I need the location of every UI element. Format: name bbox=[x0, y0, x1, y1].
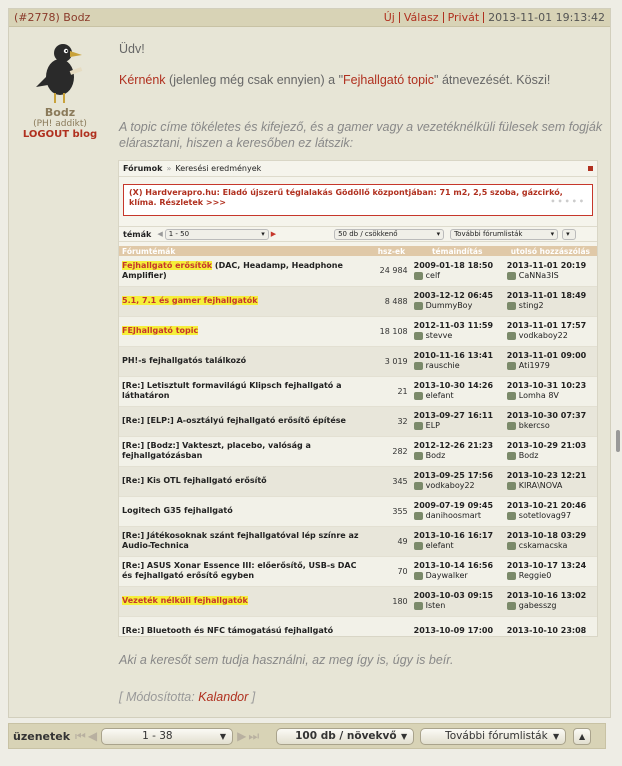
more-forums-select[interactable] bbox=[420, 728, 566, 745]
start-user[interactable]: Bodz bbox=[425, 451, 446, 460]
last-cell bbox=[504, 466, 597, 496]
start-cell bbox=[411, 526, 504, 556]
last-cell bbox=[504, 406, 597, 436]
post-count: 70 bbox=[372, 556, 410, 586]
topic-cell[interactable] bbox=[119, 346, 372, 376]
table-row[interactable] bbox=[119, 256, 597, 286]
last-user[interactable]: Ati1979 bbox=[518, 361, 550, 370]
user-avatar-icon bbox=[507, 542, 516, 550]
last-page-icon[interactable]: ⏭ bbox=[248, 728, 260, 743]
shot-topic-table bbox=[119, 246, 597, 637]
shot-breadcrumb bbox=[119, 161, 597, 177]
start-cell bbox=[411, 436, 504, 466]
last-user[interactable]: vodkaboy22 bbox=[518, 331, 568, 340]
topic-cell[interactable] bbox=[119, 556, 372, 586]
start-date: 2013-10-30 14:26 bbox=[413, 381, 494, 390]
col-topics: Fórumtémák bbox=[119, 246, 372, 256]
start-user[interactable]: elefant bbox=[425, 541, 454, 550]
post-username[interactable]: Bodz bbox=[63, 11, 91, 24]
shot-crumb-forums: Fórumok bbox=[123, 164, 163, 173]
modified-note bbox=[119, 690, 255, 704]
user-avatar-icon bbox=[414, 482, 423, 490]
user-avatar-icon bbox=[414, 602, 423, 610]
post-actions bbox=[380, 11, 605, 24]
table-row[interactable] bbox=[119, 406, 597, 436]
messages-label: üzenetek bbox=[13, 729, 71, 743]
last-date: 2013-10-18 03:29 bbox=[506, 531, 587, 540]
closing-text: Aki a keresőt sem tudja használni, az meg így is, úgy is beír. bbox=[119, 653, 454, 667]
post-header bbox=[9, 9, 610, 27]
last-cell bbox=[504, 256, 597, 286]
start-date: 2013-10-09 17:00 bbox=[413, 626, 494, 635]
last-date: 2013-10-29 21:03 bbox=[506, 441, 587, 450]
shot-perpage-value: 50 db / csökkenő bbox=[338, 230, 398, 238]
prev-arrow-icon: ◀ bbox=[157, 230, 163, 238]
start-cell bbox=[411, 376, 504, 406]
new-link[interactable]: Új bbox=[380, 12, 400, 23]
topic-title[interactable]: (DAC, Headamp, Headphone Amplifier) bbox=[122, 260, 343, 280]
topic-title[interactable]: [Re:] [ELP:] A-osztályú fejhallgató erősítő építése bbox=[122, 416, 346, 425]
user-avatar-icon bbox=[507, 332, 516, 340]
start-user[interactable]: Isten bbox=[425, 601, 446, 610]
table-row[interactable] bbox=[119, 316, 597, 346]
last-user[interactable]: Reggie0 bbox=[518, 571, 552, 580]
table-row[interactable] bbox=[119, 436, 597, 466]
topic-cell[interactable] bbox=[119, 256, 372, 286]
shot-rows bbox=[119, 256, 597, 637]
last-user[interactable]: sotetlovag97 bbox=[518, 511, 572, 520]
user-avatar-icon bbox=[414, 392, 423, 400]
start-user[interactable]: danihoosmart bbox=[425, 511, 482, 520]
topic-highlight[interactable]: FEJhallgató topic bbox=[122, 326, 199, 335]
crow-avatar-icon[interactable] bbox=[30, 35, 90, 105]
start-date: 2013-10-14 16:56 bbox=[413, 561, 494, 570]
table-row[interactable] bbox=[119, 556, 597, 586]
col-started: témaindítás bbox=[411, 246, 504, 256]
last-date: 2013-11-01 09:00 bbox=[506, 351, 587, 360]
start-user[interactable]: Daywalker bbox=[425, 571, 468, 580]
table-row[interactable] bbox=[119, 526, 597, 556]
topic-cell[interactable] bbox=[119, 466, 372, 496]
table-row[interactable] bbox=[119, 346, 597, 376]
start-date: 2009-07-19 09:45 bbox=[413, 501, 494, 510]
start-cell bbox=[411, 286, 504, 316]
topic-cell[interactable] bbox=[119, 616, 372, 637]
page-range-value: 1 - 38 bbox=[142, 730, 173, 742]
user-avatar-icon bbox=[507, 302, 516, 310]
post-date: 2013-11-01 19:13:42 bbox=[488, 11, 605, 24]
start-date: 2012-12-26 21:23 bbox=[413, 441, 494, 450]
shot-toolbar bbox=[119, 226, 597, 242]
topic-highlight[interactable]: 5.1, 7.1 és gamer fejhallgatók bbox=[122, 296, 258, 305]
last-cell bbox=[504, 316, 597, 346]
post-count bbox=[372, 616, 410, 637]
scrollbar-thumb[interactable] bbox=[616, 430, 620, 452]
post-count: 355 bbox=[372, 496, 410, 526]
shot-ad-box bbox=[123, 184, 593, 216]
request-mid: (jelenleg még csak ennyien) a " bbox=[165, 73, 344, 87]
start-date: 2013-10-16 16:17 bbox=[413, 531, 494, 540]
request-topic-link[interactable]: Fejhallgató topic bbox=[343, 73, 435, 87]
topic-title[interactable]: PH!-s fejhallgatós találkozó bbox=[122, 356, 247, 365]
start-date: 2013-09-25 17:56 bbox=[413, 471, 494, 480]
perpage-value: 100 db / növekvő bbox=[295, 730, 397, 742]
topic-cell[interactable] bbox=[119, 526, 372, 556]
user-avatar-icon bbox=[507, 422, 516, 430]
post-count: 345 bbox=[372, 466, 410, 496]
post-count: 32 bbox=[372, 406, 410, 436]
topic-highlight[interactable]: Vezeték nélküli fejhallgatók bbox=[122, 596, 248, 605]
table-row[interactable] bbox=[119, 616, 597, 637]
start-date: 2010-11-16 13:41 bbox=[413, 351, 494, 360]
author-blog-link[interactable]: LOGOUT blog bbox=[22, 129, 98, 140]
last-date: 2013-10-17 13:24 bbox=[506, 561, 587, 570]
last-cell bbox=[504, 526, 597, 556]
last-date: 2013-10-31 10:23 bbox=[506, 381, 587, 390]
embedded-screenshot bbox=[118, 160, 598, 637]
topic-title[interactable]: [Re:] Kis OTL fejhallgató erősítő bbox=[122, 476, 267, 485]
more-forums-value: További fórumlisták bbox=[445, 730, 548, 742]
last-user[interactable]: cskamacska bbox=[518, 541, 568, 550]
chevron-up-icon: ▲ bbox=[579, 731, 586, 741]
user-avatar-icon bbox=[414, 452, 423, 460]
topic-title[interactable]: [Re:] Bluetooth és NFC támogatású fejhallgató bbox=[122, 626, 334, 635]
last-cell bbox=[504, 346, 597, 376]
last-cell bbox=[504, 496, 597, 526]
last-date: 2013-10-23 12:21 bbox=[506, 471, 587, 480]
chevron-right-icon: » bbox=[166, 164, 172, 173]
chevron-down-icon: ▼ bbox=[400, 731, 408, 741]
mod-user-link[interactable]: Kalandor bbox=[198, 690, 249, 704]
last-cell bbox=[504, 616, 597, 637]
last-cell bbox=[504, 556, 597, 586]
user-avatar-icon bbox=[507, 392, 516, 400]
topic-title[interactable]: [Re:] ASUS Xonar Essence III: előerősítő, USB-s DAC és fejhallgató erősítő egyben bbox=[122, 561, 357, 580]
table-row[interactable] bbox=[119, 466, 597, 496]
post-id[interactable] bbox=[14, 11, 90, 24]
user-avatar-icon bbox=[507, 602, 516, 610]
dropdown-icon: ▾ bbox=[566, 230, 570, 238]
last-cell bbox=[504, 586, 597, 616]
last-cell bbox=[504, 436, 597, 466]
start-cell bbox=[411, 556, 504, 586]
start-cell bbox=[411, 586, 504, 616]
prev-page-icon[interactable]: ◀ bbox=[87, 729, 98, 743]
scroll-up-button[interactable] bbox=[573, 728, 591, 745]
shot-range-select bbox=[165, 229, 269, 240]
post-count: 49 bbox=[372, 526, 410, 556]
last-user[interactable]: KIRA\NOVA bbox=[518, 481, 563, 490]
author-name[interactable]: Bodz bbox=[44, 106, 76, 119]
chevron-down-icon: ▼ bbox=[219, 731, 227, 741]
last-user[interactable]: Bodz bbox=[518, 451, 539, 460]
last-date: 2013-11-01 18:49 bbox=[506, 291, 587, 300]
shot-more-value: További fórumlisták bbox=[454, 230, 523, 238]
start-cell bbox=[411, 466, 504, 496]
post-count: 18 108 bbox=[372, 316, 410, 346]
post-count: 282 bbox=[372, 436, 410, 466]
last-cell bbox=[504, 376, 597, 406]
shot-crumb-results: Keresési eredmények bbox=[175, 164, 262, 173]
author-rank: (PH! addikt) bbox=[33, 119, 87, 129]
chevron-down-icon: ▼ bbox=[552, 731, 560, 741]
topic-cell[interactable] bbox=[119, 586, 372, 616]
start-cell bbox=[411, 256, 504, 286]
last-date: 2013-10-16 13:02 bbox=[506, 591, 587, 600]
dropdown-icon: ▾ bbox=[261, 230, 265, 238]
mod-suffix: ] bbox=[248, 690, 256, 704]
start-user[interactable]: celf bbox=[425, 270, 440, 280]
post-count: 3 019 bbox=[372, 346, 410, 376]
last-user[interactable]: bkercso bbox=[518, 421, 550, 430]
dropdown-icon: ▾ bbox=[436, 230, 441, 238]
table-row[interactable] bbox=[119, 286, 597, 316]
table-row[interactable] bbox=[119, 496, 597, 526]
next-arrow-icon: ▶ bbox=[270, 230, 277, 238]
start-cell bbox=[411, 346, 504, 376]
last-cell bbox=[504, 286, 597, 316]
start-date: 2012-11-03 11:59 bbox=[413, 321, 494, 330]
user-avatar-icon bbox=[414, 272, 423, 280]
start-date: 2009-01-18 18:50 bbox=[413, 260, 494, 270]
start-user[interactable]: rauschie bbox=[425, 361, 460, 370]
last-user[interactable]: Lomha 8V bbox=[518, 391, 559, 400]
topic-cell[interactable] bbox=[119, 436, 372, 466]
shot-up-button bbox=[562, 229, 576, 240]
request-text bbox=[119, 73, 550, 87]
user-avatar-icon bbox=[507, 362, 516, 370]
first-page-icon[interactable]: ⏮ bbox=[75, 728, 86, 743]
start-cell bbox=[411, 316, 504, 346]
post-count: 180 bbox=[372, 586, 410, 616]
start-cell bbox=[411, 406, 504, 436]
start-user[interactable]: stevve bbox=[425, 331, 453, 340]
mod-prefix: [ Módosította: bbox=[119, 690, 199, 704]
start-user[interactable]: ELP bbox=[425, 421, 440, 430]
table-row[interactable] bbox=[119, 376, 597, 406]
table-row[interactable] bbox=[119, 586, 597, 616]
bottom-navbar bbox=[8, 723, 606, 749]
private-link[interactable]: Privát bbox=[444, 12, 485, 23]
close-square-icon bbox=[588, 166, 593, 171]
post-count: 8 488 bbox=[372, 286, 410, 316]
last-user[interactable]: CaNNa3IS bbox=[518, 270, 559, 280]
user-avatar-icon bbox=[414, 512, 423, 520]
page-range-select[interactable] bbox=[101, 728, 233, 745]
italic-text: A topic címe tökéletes és kifejező, és a gamer vagy a vezetéknélküli fülesek sem fogják elárasztani, hiszen a keresőben ez látszik: bbox=[119, 120, 603, 150]
greeting-text: Üdv! bbox=[119, 42, 145, 56]
user-avatar-icon bbox=[414, 362, 423, 370]
shot-topics-label: témák bbox=[123, 229, 152, 239]
post-number[interactable]: (#2778) bbox=[14, 11, 60, 24]
post-count: 24 984 bbox=[372, 256, 410, 286]
topic-title[interactable]: [Re:] Letisztult formavilágú Klipsch fejhallgató a láthatáron bbox=[122, 381, 342, 400]
start-date: 2013-09-27 16:11 bbox=[413, 411, 494, 420]
start-date: 2003-12-12 06:45 bbox=[413, 291, 494, 300]
user-avatar-icon bbox=[507, 572, 516, 580]
last-user[interactable]: gabesszg bbox=[518, 601, 557, 610]
shot-ad-text: (X) Hardverapro.hu: Eladó újszerű téglalakás Gödöllő központjában: 71 m2, 2,5 szoba, gázcirkó, klíma. Részletek >>> bbox=[129, 188, 563, 207]
user-avatar-icon bbox=[507, 482, 516, 490]
col-last: utolsó hozzászólás bbox=[504, 246, 597, 256]
topic-cell[interactable] bbox=[119, 316, 372, 346]
last-date: 2013-11-01 17:57 bbox=[506, 321, 587, 330]
start-cell bbox=[411, 616, 504, 637]
start-cell bbox=[411, 496, 504, 526]
topic-cell[interactable] bbox=[119, 406, 372, 436]
start-user[interactable]: elefant bbox=[425, 391, 454, 400]
next-page-icon[interactable]: ▶ bbox=[237, 729, 247, 743]
topic-title[interactable]: Logitech G35 fejhallgató bbox=[122, 506, 233, 515]
topic-cell[interactable] bbox=[119, 376, 372, 406]
topic-cell[interactable] bbox=[119, 496, 372, 526]
user-avatar-icon bbox=[414, 542, 423, 550]
shot-perpage-select bbox=[334, 229, 444, 240]
last-date: 2013-10-10 23:08 bbox=[506, 626, 587, 635]
user-avatar-icon bbox=[507, 272, 516, 280]
topic-title[interactable]: [Re:] Játékosoknak szánt fejhallgatóval lép színre az Audio-Technica bbox=[122, 531, 359, 550]
last-date: 2013-10-21 20:46 bbox=[506, 501, 587, 510]
start-date: 2003-10-03 09:15 bbox=[413, 591, 494, 600]
shot-more-select bbox=[450, 229, 558, 240]
post-count: 21 bbox=[372, 376, 410, 406]
user-avatar-icon bbox=[414, 572, 423, 580]
request-start: Kérnénk bbox=[119, 73, 166, 87]
last-date: 2013-11-01 20:19 bbox=[506, 260, 587, 270]
start-user[interactable]: DummyBoy bbox=[425, 301, 473, 310]
last-user[interactable]: sting2 bbox=[518, 301, 544, 310]
user-avatar-icon bbox=[507, 452, 516, 460]
request-end: " átnevezését. Köszi! bbox=[434, 73, 551, 87]
user-avatar-icon bbox=[414, 302, 423, 310]
dropdown-icon: ▾ bbox=[550, 230, 555, 238]
topic-highlight[interactable]: Fejhallgató erősítők bbox=[122, 260, 213, 270]
topic-cell[interactable] bbox=[119, 286, 372, 316]
last-date: 2013-10-30 07:37 bbox=[506, 411, 587, 420]
shot-range-value: 1 - 50 bbox=[168, 230, 190, 238]
col-posts: hsz-ek bbox=[372, 246, 410, 256]
topic-title[interactable]: [Re:] [Bodz:] Vakteszt, placebo, valóság a fejhallgatózásban bbox=[122, 441, 311, 460]
reply-link[interactable]: Válasz bbox=[400, 12, 444, 23]
start-user[interactable]: vodkaboy22 bbox=[425, 481, 475, 490]
user-avatar-icon bbox=[414, 332, 423, 340]
author-panel bbox=[15, 35, 105, 140]
rating-stars-icon: ••••• bbox=[550, 197, 586, 206]
perpage-select[interactable] bbox=[276, 728, 414, 745]
user-avatar-icon bbox=[507, 512, 516, 520]
user-avatar-icon bbox=[414, 422, 423, 430]
